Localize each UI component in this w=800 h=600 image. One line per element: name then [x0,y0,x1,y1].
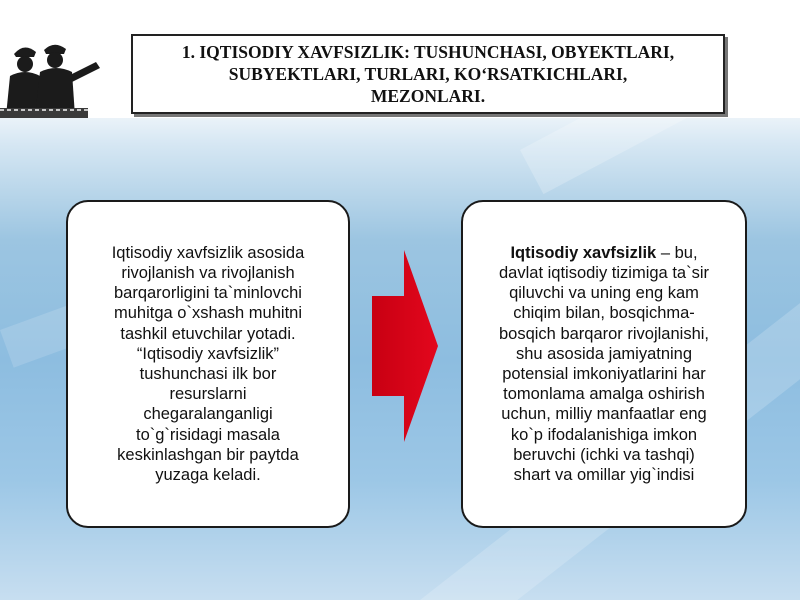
left-box-text: Iqtisodiy xavfsizlik asosida rivojlanish va rivojlanish barqarorligini ta`minlovchi muhitga o`xshash muhitni tashkil etuvchilar yotadi. “Iqtisodiy xavfsizlik” tushunchasi ilk bor resurslarni chegaralanganligi to`g`risidagi masala keskinlashgan bir paytda yuzaga keladi. [111,243,305,485]
definition-term: Iqtisodiy xavfsizlik [510,243,657,262]
arrow-right-icon [372,250,438,442]
definition-body: – bu, davlat iqtisodiy tizimiga ta`sir qiluvchi va uning eng kam chiqim bilan, bosqichma- bosqich barqaror rivojlanishi, shu asosida jamiyatning potensial imkoniyatlarini har tomonlama amalga oshirish uchun, milliy manfaatlar eng ko`p ifodalanishiga imkon beruvchi (ichki va tashqi) shart va omillar yig`indisi [498,243,710,485]
workers-illustration-icon [0,40,105,118]
right-info-box [461,200,747,528]
right-box-text [499,243,709,485]
left-info-box [66,200,350,528]
slide-title-box [131,34,725,114]
slide-title: 1. IQTISODIY XAVFSIZLIK: TUSHUNCHASI, OBYEKTLARI, SUBYEKTLARI, TURLARI, KO‘RSATKICHLARI, MEZONLARI. [181,42,675,106]
